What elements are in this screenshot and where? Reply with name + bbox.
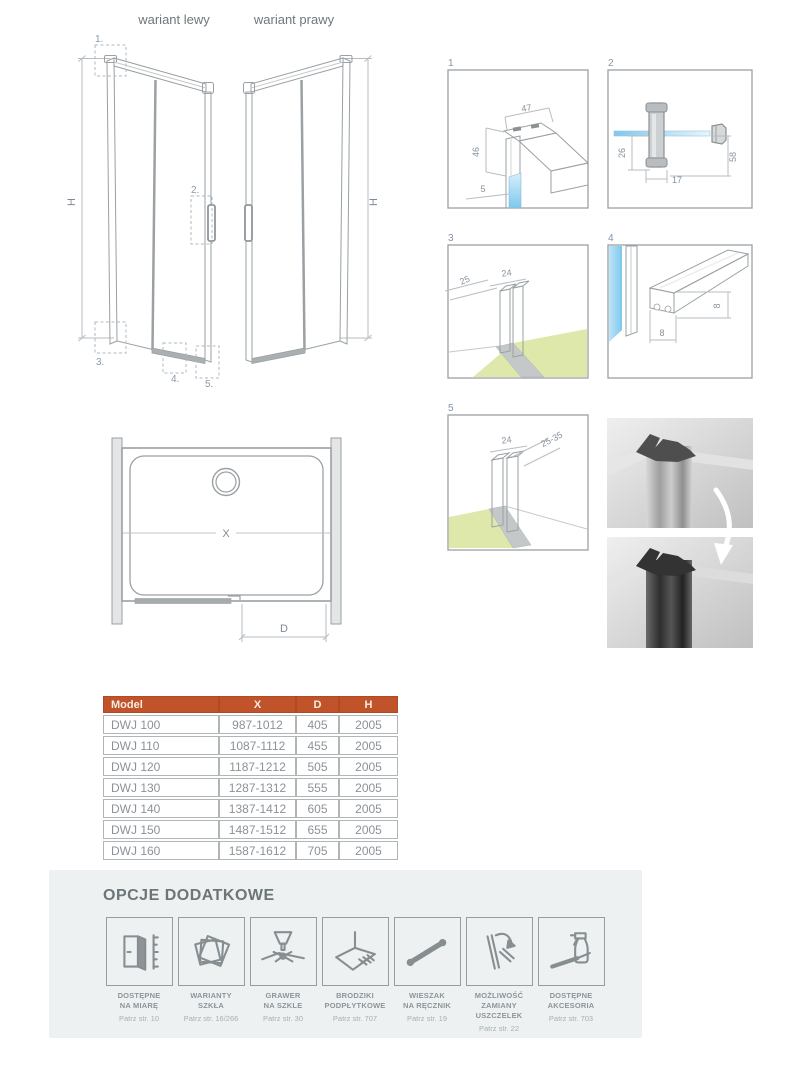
profile-photo-bottom	[607, 537, 753, 648]
option-glass-engraving	[247, 917, 319, 1033]
detail-number: 5	[448, 403, 454, 414]
option-page-ref: Patrz str. 30	[262, 1014, 304, 1024]
dimension-label: 5	[480, 184, 486, 194]
wall-left	[112, 438, 122, 624]
option-page-ref: Patrz str. 22	[478, 1024, 520, 1034]
additional-options-panel	[49, 870, 642, 1038]
door-handle	[245, 205, 252, 241]
option-label-line: DOSTĘPNE	[117, 991, 161, 1000]
options-row	[49, 917, 642, 1033]
option-under-tile-tray	[319, 917, 391, 1033]
dimension-label: 24	[500, 267, 513, 279]
table-row	[103, 820, 398, 839]
accessories-icon	[538, 917, 605, 986]
right-variant-drawing	[244, 56, 381, 364]
table-cell: DWJ 110	[103, 736, 219, 755]
dimension-label: 8	[712, 303, 722, 309]
right-variant-title: wariant prawy	[253, 12, 335, 27]
detail-3-drawing	[445, 233, 588, 378]
left-variant-drawing	[66, 34, 219, 390]
dimension-label: 25	[458, 273, 472, 287]
table-row	[103, 841, 398, 860]
table-cell: 555	[296, 778, 339, 797]
seal-replacement-icon	[466, 917, 533, 986]
table-cell: 2005	[339, 778, 398, 797]
callout-label: 5.	[205, 379, 214, 390]
table-cell: DWJ 120	[103, 757, 219, 776]
under-tile-tray-icon	[322, 917, 389, 986]
option-label-line: NA MIARĘ	[119, 1001, 159, 1011]
table-cell: 1587-1612	[219, 841, 296, 860]
dimension-label: 47	[520, 102, 533, 114]
profile-photo-top	[607, 418, 753, 528]
left-variant-title: wariant lewy	[138, 12, 210, 27]
table-cell: 405	[296, 715, 339, 734]
table-cell: 2005	[339, 736, 398, 755]
table-cell: 505	[296, 757, 339, 776]
option-glass-variants	[175, 917, 247, 1033]
table-row	[103, 799, 398, 818]
column-header-model: Model	[103, 696, 219, 713]
table-cell: 1187-1212	[219, 757, 296, 776]
glass-pane	[509, 173, 521, 208]
table-cell: 2005	[339, 799, 398, 818]
option-page-ref: Patrz str. 16/266	[183, 1014, 239, 1024]
wall-right	[331, 438, 341, 624]
detail-number: 1	[448, 58, 454, 69]
table-cell: 2005	[339, 715, 398, 734]
dimension-label: 58	[728, 151, 738, 163]
option-page-ref: Patrz str. 707	[332, 1014, 378, 1024]
option-label-line: GRAWER	[265, 991, 301, 1000]
callout-label: 3.	[96, 357, 105, 368]
table-cell: 605	[296, 799, 339, 818]
options-heading: OPCJE DODATKOWE	[103, 887, 275, 904]
detail-4-drawing	[608, 233, 752, 378]
dimension-label: D	[280, 623, 288, 635]
dimension-label: H	[66, 198, 78, 206]
glass-pane	[609, 246, 622, 342]
table-cell: DWJ 150	[103, 820, 219, 839]
option-label	[247, 991, 319, 1011]
option-label-line: USZCZELEK	[475, 1011, 523, 1021]
option-label-line: ZAMIANY	[481, 1001, 517, 1011]
made-to-measure-icon	[106, 917, 173, 986]
tray-top-view	[112, 438, 341, 642]
table-header-row	[103, 696, 398, 713]
dimension-label: 17	[672, 175, 683, 185]
option-label	[463, 991, 535, 1021]
table-cell: 1387-1412	[219, 799, 296, 818]
table-cell: DWJ 130	[103, 778, 219, 797]
callout-label: 2.	[191, 185, 200, 196]
table-cell: DWJ 160	[103, 841, 219, 860]
option-page-ref: Patrz str. 703	[548, 1014, 594, 1024]
sliding-door	[135, 599, 231, 604]
handle-knob	[712, 124, 726, 144]
option-label	[175, 991, 247, 1011]
option-label	[535, 991, 607, 1011]
detail-number: 2	[608, 58, 614, 69]
column-header-x: X	[219, 696, 296, 713]
column-header-d: D	[296, 696, 339, 713]
dimension-label: X	[222, 528, 230, 540]
table-cell: 705	[296, 841, 339, 860]
detail-number: 3	[448, 233, 454, 244]
option-label-line: NA RĘCZNIK	[403, 1001, 451, 1011]
option-accessories	[535, 917, 607, 1033]
column-header-h: H	[339, 696, 398, 713]
option-label-line: SZKŁA	[198, 1001, 224, 1011]
table-cell: 1087-1112	[219, 736, 296, 755]
table-row	[103, 778, 398, 797]
table-cell: 2005	[339, 841, 398, 860]
table-cell: 655	[296, 820, 339, 839]
option-page-ref: Patrz str. 19	[406, 1014, 448, 1024]
detail-1-drawing	[448, 58, 588, 208]
callout-label: 4.	[171, 374, 180, 385]
table-cell: 2005	[339, 820, 398, 839]
table-cell: DWJ 100	[103, 715, 219, 734]
dimension-label: 8	[659, 328, 665, 338]
dimension-label: 24	[500, 434, 513, 446]
table-row	[103, 715, 398, 734]
option-label-line: MOŻLIWOŚĆ	[474, 991, 524, 1000]
detail-number: 4	[608, 233, 614, 244]
towel-hanger-icon	[394, 917, 461, 986]
table-cell: 2005	[339, 757, 398, 776]
dimension-label: 46	[471, 146, 481, 158]
option-towel-hanger	[391, 917, 463, 1033]
table-row	[103, 757, 398, 776]
table-cell: 1487-1512	[219, 820, 296, 839]
dimension-label: 26	[617, 147, 627, 159]
option-label	[319, 991, 391, 1011]
detail-2-drawing	[608, 58, 752, 208]
option-seal-replacement	[463, 917, 535, 1033]
glass-engraving-icon	[250, 917, 317, 986]
dimension-label: H	[368, 198, 380, 206]
option-label-line: DOSTĘPNE	[549, 991, 593, 1000]
option-label-line: WARIANTY	[190, 991, 232, 1000]
table-cell: 455	[296, 736, 339, 755]
option-page-ref: Patrz str. 10	[118, 1014, 160, 1024]
size-table	[103, 694, 398, 862]
table-cell: 987-1012	[219, 715, 296, 734]
option-label-line: AKCESORIA	[547, 1001, 595, 1011]
table-cell: 1287-1312	[219, 778, 296, 797]
option-label-line: BRODZIKI	[336, 991, 374, 1000]
option-label-line: NA SZKLE	[263, 1001, 303, 1011]
dimension-label: 25-35	[539, 429, 565, 450]
table-row	[103, 736, 398, 755]
option-label	[103, 991, 175, 1011]
table-cell: DWJ 140	[103, 799, 219, 818]
glass-variants-icon	[178, 917, 245, 986]
detail-5-drawing	[448, 403, 588, 550]
option-label	[391, 991, 463, 1011]
option-made-to-measure	[103, 917, 175, 1033]
callout-label: 1.	[95, 34, 104, 45]
option-label-line: WIESZAK	[409, 991, 445, 1000]
option-label-line: PODPŁYTKOWE	[324, 1001, 386, 1011]
